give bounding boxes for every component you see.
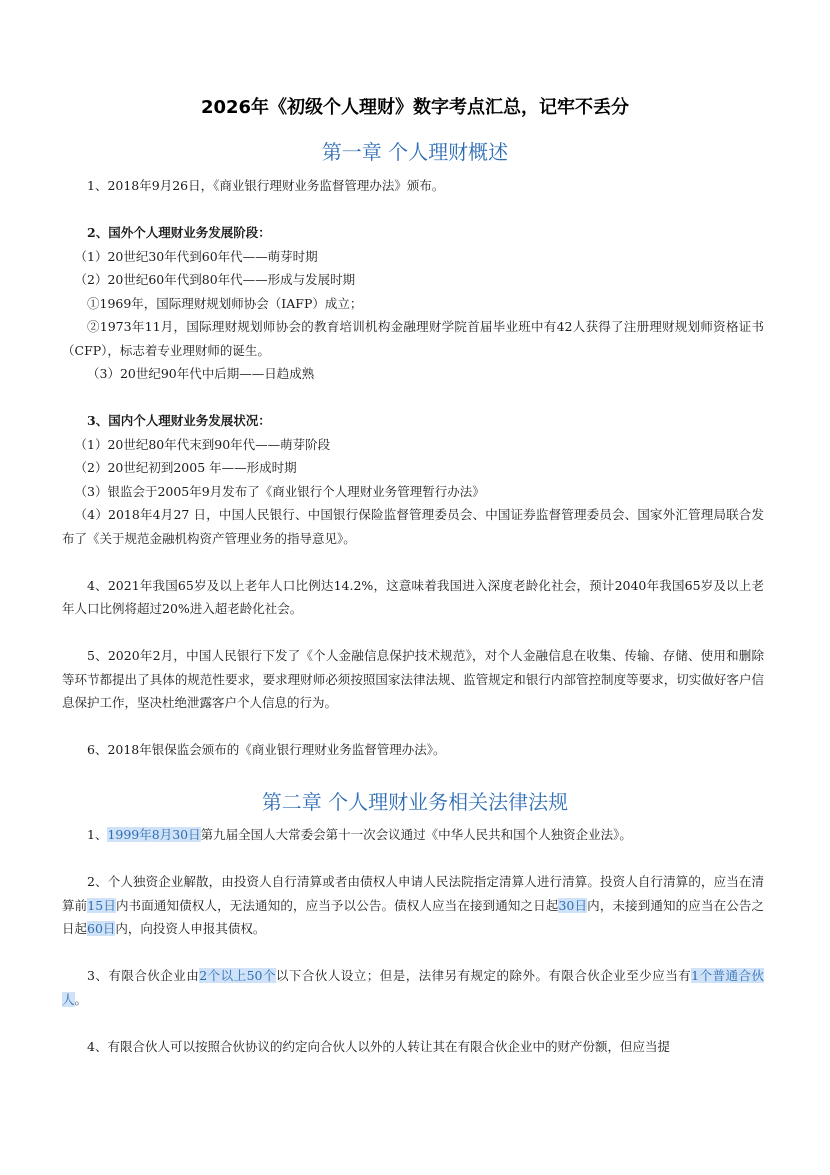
ch2-item-3-text-b: 以下合伙人设立；但是，法律另有规定的除外。有限合伙企业至少应当有 xyxy=(275,968,692,983)
chapter-1-body xyxy=(62,174,764,762)
ch2-item-3-text-a: 3、有限合伙企业由 xyxy=(87,968,200,983)
ch1-item-2-heading: 2、国外个人理财业务发展阶段： xyxy=(87,225,271,240)
chapter-1-heading: 第一章 个人理财概述 xyxy=(321,140,509,164)
ch2-item-2-text-d: 内，向投资人申报其债权。 xyxy=(115,921,266,936)
ch1-item-5: 5、2020年2月，中国人民银行下发了《个人金融信息保护技术规范》，对个人金融信息在收集、传输、存储、使用和删除等环节都提出了具体的规范性要求，要求理财师必须按照国家法律法规、监管规定和银行内部管控制度等要求，切实做好客户信息保护工作，坚决杜绝泄露客户个人信息的行为。 xyxy=(62,648,764,710)
ch1-item-2-2a: ①1969年，国际理财规划师协会（IAFP）成立； xyxy=(87,295,363,311)
ch1-item-3-1: （1）20世纪80年代末到90年代——萌芽阶段 xyxy=(74,436,331,452)
ch1-item-3-3: （3）银监会于2005年9月发布了《商业银行个人理财业务管理暂行办法》 xyxy=(74,483,485,499)
ch2-item-1-text: 第九届全国人大常委会第十一次会议通过《中华人民共和国个人独资企业法》。 xyxy=(200,827,632,842)
ch2-item-1-prefix: 1、 xyxy=(87,827,108,842)
highlight-partner-count: 2个以上50个 xyxy=(199,968,276,983)
ch1-item-1: 1、2018年9月26日，《商业银行理财业务监督管理办法》颁布。 xyxy=(87,178,445,193)
highlight-60-days: 60日 xyxy=(87,921,116,936)
ch2-item-1 xyxy=(62,823,764,847)
document-title: 2026年《初级个人理财》数字考点汇总，记牢不丢分 xyxy=(200,97,630,118)
ch2-item-3 xyxy=(62,964,764,1011)
ch1-item-4: 4、2021年我国65岁及以上老年人口比例达14.2%，这意味着我国进入深度老龄化社会，预计2040年我国65岁及以上老年人口比例将超过20%进入超老龄化社会。 xyxy=(62,577,764,616)
ch2-item-2-text-c: 内，未接到通知的应当在公告之日起 xyxy=(62,897,765,936)
ch1-item-2-3: （3）20世纪90年代中后期——日趋成熟 xyxy=(87,366,315,381)
ch1-item-2-1: （1）20世纪30年代到60年代——萌芽时期 xyxy=(74,248,318,264)
ch2-item-2-text-b: 内书面通知债权人，无法通知的，应当予以公告。债权人应当在接到通知之日起 xyxy=(116,897,559,913)
ch1-item-3-4: （4）2018年4月27 日，中国人民银行、中国银行保险监督管理委员会、中国证券监督管理委员会、国家外汇管理局联合发布了《关于规范金融机构资产管理业务的指导意见》。 xyxy=(62,507,764,546)
highlight-30-days: 30日 xyxy=(558,897,588,913)
ch1-item-3-heading: 3、国内个人理财业务发展状况： xyxy=(87,413,271,428)
ch1-item-2-2b: ②1973年11月，国际理财规划师协会的教育培训机构金融理财学院首届毕业班中有42人获得了注册理财规划师资格证书（CFP），标志着专业理财师的诞生。 xyxy=(62,319,764,358)
ch2-item-2 xyxy=(62,870,764,941)
highlight-15-days: 15日 xyxy=(87,897,116,913)
ch2-item-3-text-c: 。 xyxy=(74,991,88,1007)
ch1-item-3-2: （2）20世纪初到2005 年——形成时期 xyxy=(74,460,297,475)
ch1-item-2-2: （2）20世纪60年代到80年代——形成与发展时期 xyxy=(74,272,356,287)
highlight-date: 1999年8月30日 xyxy=(107,827,201,842)
ch2-item-4: 4、有限合伙人可以按照合伙协议的约定向合伙人以外的人转让其在有限合伙企业中的财产份额，但应当提 xyxy=(87,1038,670,1054)
chapter-2-heading: 第二章 个人理财业务相关法律法规 xyxy=(261,790,569,814)
ch2-item-2-text-a: 2、个人独资企业解散，由投资人自行清算或者由债权人申请人民法院指定清算人进行清算。投资人自行清算的，应当在清算前 xyxy=(62,874,764,913)
highlight-general-partner: 1个普通合伙人 xyxy=(62,968,764,1007)
chapter-2-body xyxy=(62,823,764,1058)
ch1-item-6: 6、2018年银保监会颁布的《商业银行理财业务监督管理办法》。 xyxy=(87,742,446,757)
